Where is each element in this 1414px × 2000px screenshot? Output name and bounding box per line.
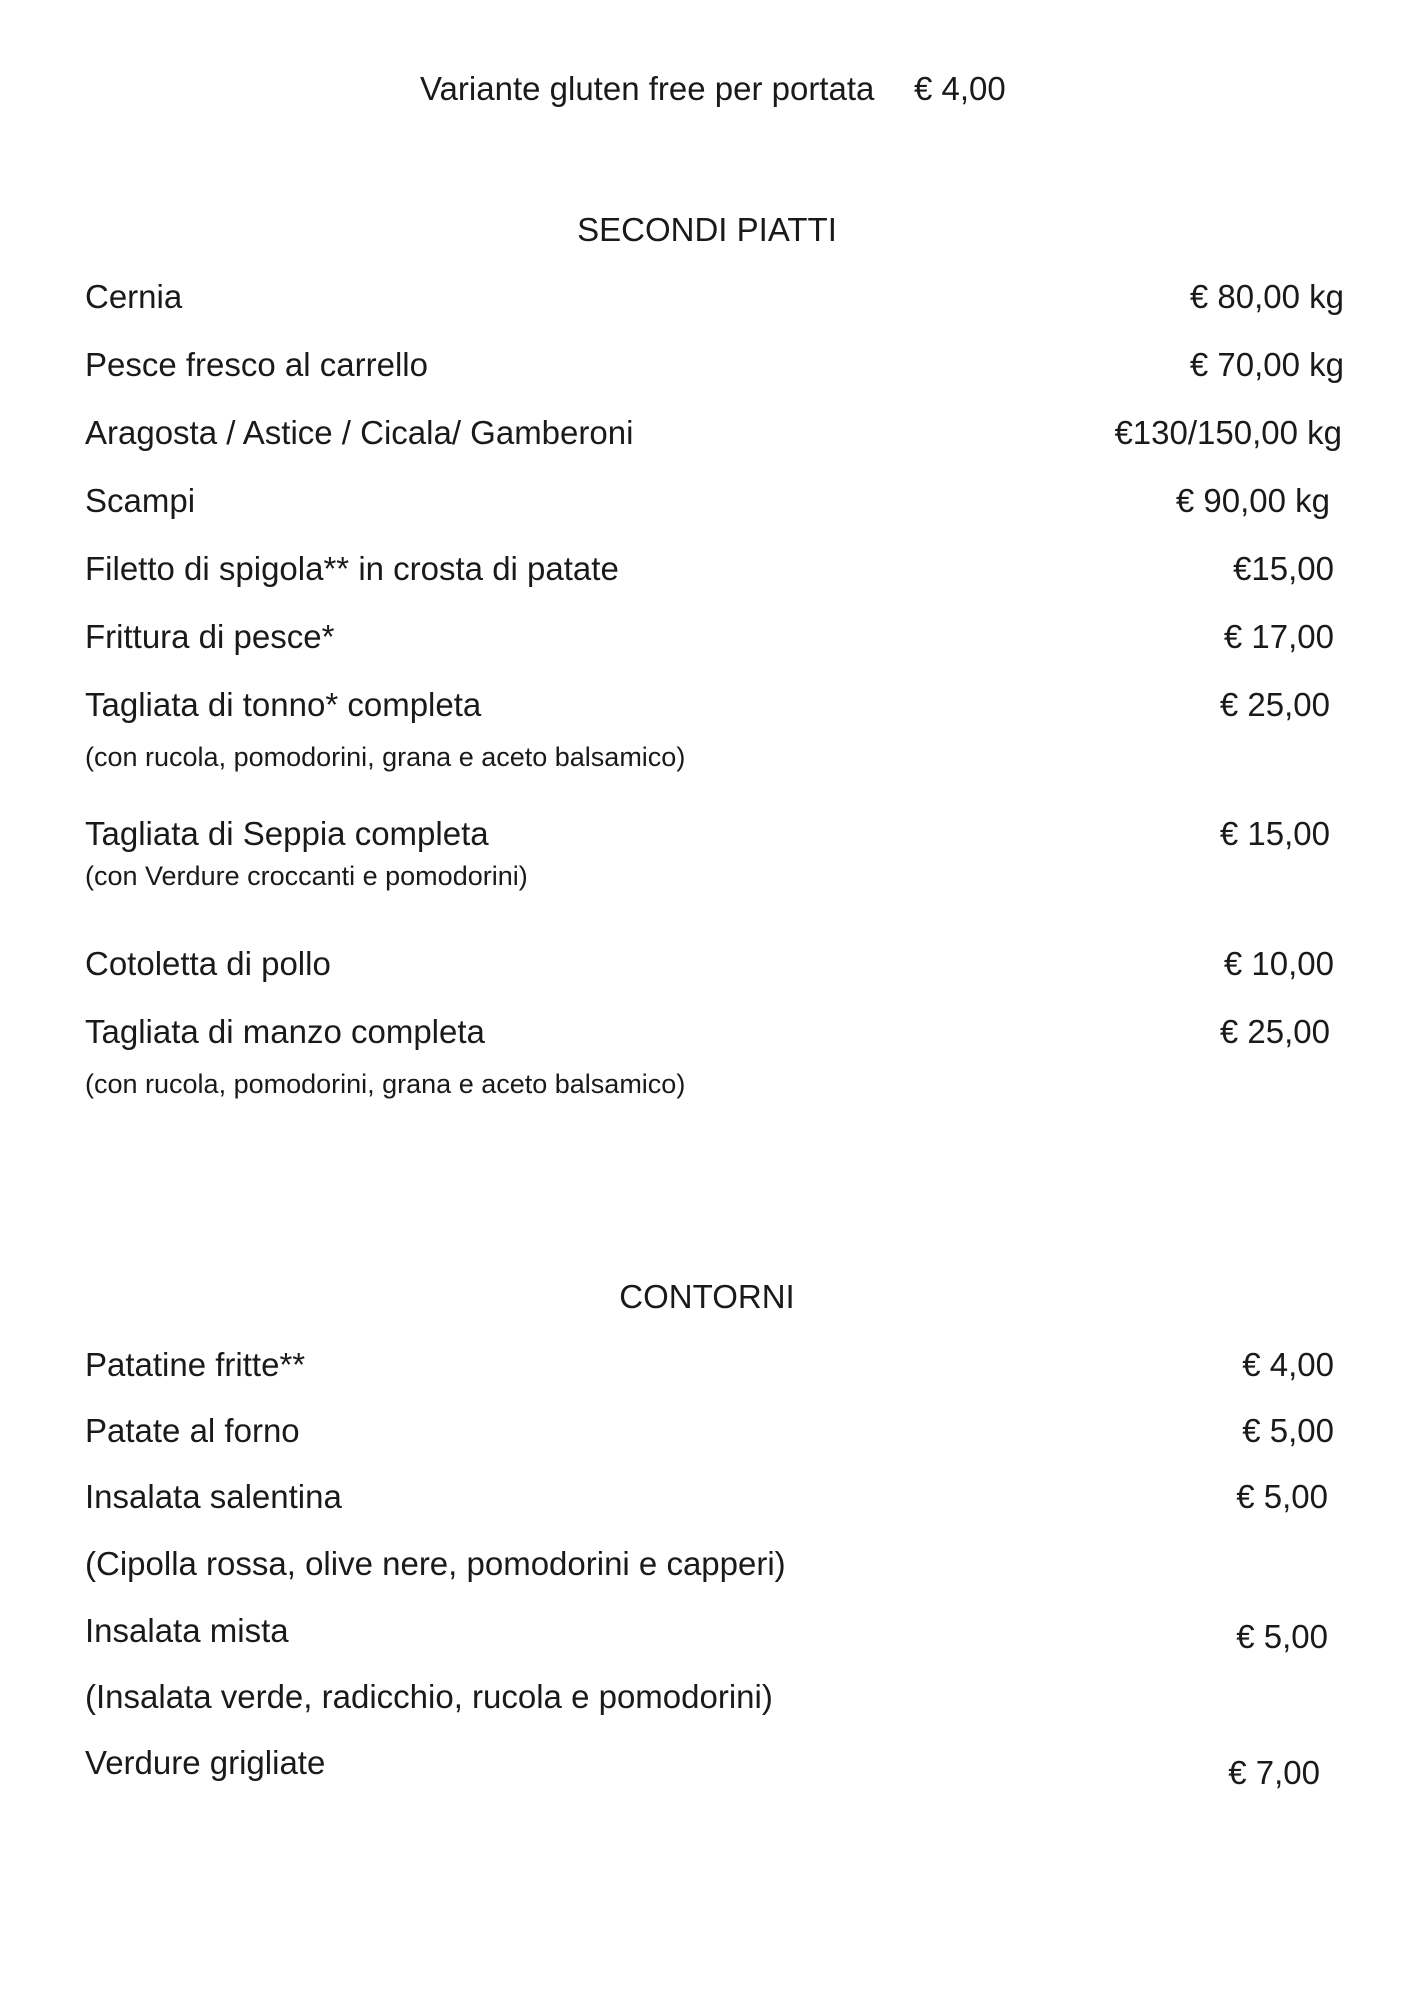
menu-item-price: €15,00	[1233, 550, 1334, 587]
menu-item-note: (Cipolla rossa, olive nere, pomodorini e capperi)	[85, 1545, 786, 1582]
menu-item-price: € 5,00	[1236, 1618, 1328, 1655]
menu-item-price: € 4,00	[1242, 1346, 1334, 1383]
menu-item-price: € 10,00	[1223, 945, 1334, 982]
gluten-free-label: Variante gluten free per portata	[420, 70, 875, 107]
menu-item-note: (con rucola, pomodorini, grana e aceto balsamico)	[85, 742, 686, 772]
menu-item-name: Insalata salentina	[85, 1478, 342, 1515]
menu-item-name: Frittura di pesce*	[85, 618, 335, 655]
secondi-heading: SECONDI PIATTI	[577, 211, 837, 248]
menu-item-price: €130/150,00 kg	[1114, 414, 1342, 451]
menu-item-name: Verdure grigliate	[85, 1744, 326, 1781]
menu-item-note: (con rucola, pomodorini, grana e aceto balsamico)	[85, 1069, 686, 1099]
menu-item-price: € 7,00	[1228, 1754, 1320, 1791]
menu-item-price: € 5,00	[1242, 1412, 1334, 1449]
gluten-free-price: € 4,00	[914, 70, 1006, 107]
menu-item-name: Patate al forno	[85, 1412, 300, 1449]
menu-item-price: € 90,00 kg	[1175, 482, 1330, 519]
menu-item-name: Tagliata di tonno* completa	[85, 686, 482, 723]
menu-item-price: € 17,00	[1223, 618, 1334, 655]
menu-item-price: € 15,00	[1219, 815, 1330, 852]
menu-item-name: Insalata mista	[85, 1612, 289, 1649]
menu-item-price: € 80,00 kg	[1189, 278, 1344, 315]
menu-item-name: Aragosta / Astice / Cicala/ Gamberoni	[85, 414, 634, 451]
menu-item-note: (con Verdure croccanti e pomodorini)	[85, 861, 528, 891]
menu-item-name: Filetto di spigola** in crosta di patate	[85, 550, 619, 587]
contorni-heading: CONTORNI	[619, 1278, 795, 1315]
menu-item-price: € 25,00	[1219, 1013, 1330, 1050]
menu-item-name: Scampi	[85, 482, 196, 519]
menu-item-price: € 70,00 kg	[1189, 346, 1344, 383]
menu-item-price: € 25,00	[1219, 686, 1330, 723]
menu-item-name: Pesce fresco al carrello	[85, 346, 428, 383]
menu-item-note: (Insalata verde, radicchio, rucola e pomodorini)	[85, 1678, 773, 1715]
menu-item-name: Cotoletta di pollo	[85, 945, 331, 982]
menu-item-name: Tagliata di Seppia completa	[85, 815, 489, 852]
menu-item-price: € 5,00	[1236, 1478, 1328, 1515]
menu-item-name: Tagliata di manzo completa	[85, 1013, 485, 1050]
menu-item-name: Cernia	[85, 278, 183, 315]
menu-item-name: Patatine fritte**	[85, 1346, 306, 1383]
